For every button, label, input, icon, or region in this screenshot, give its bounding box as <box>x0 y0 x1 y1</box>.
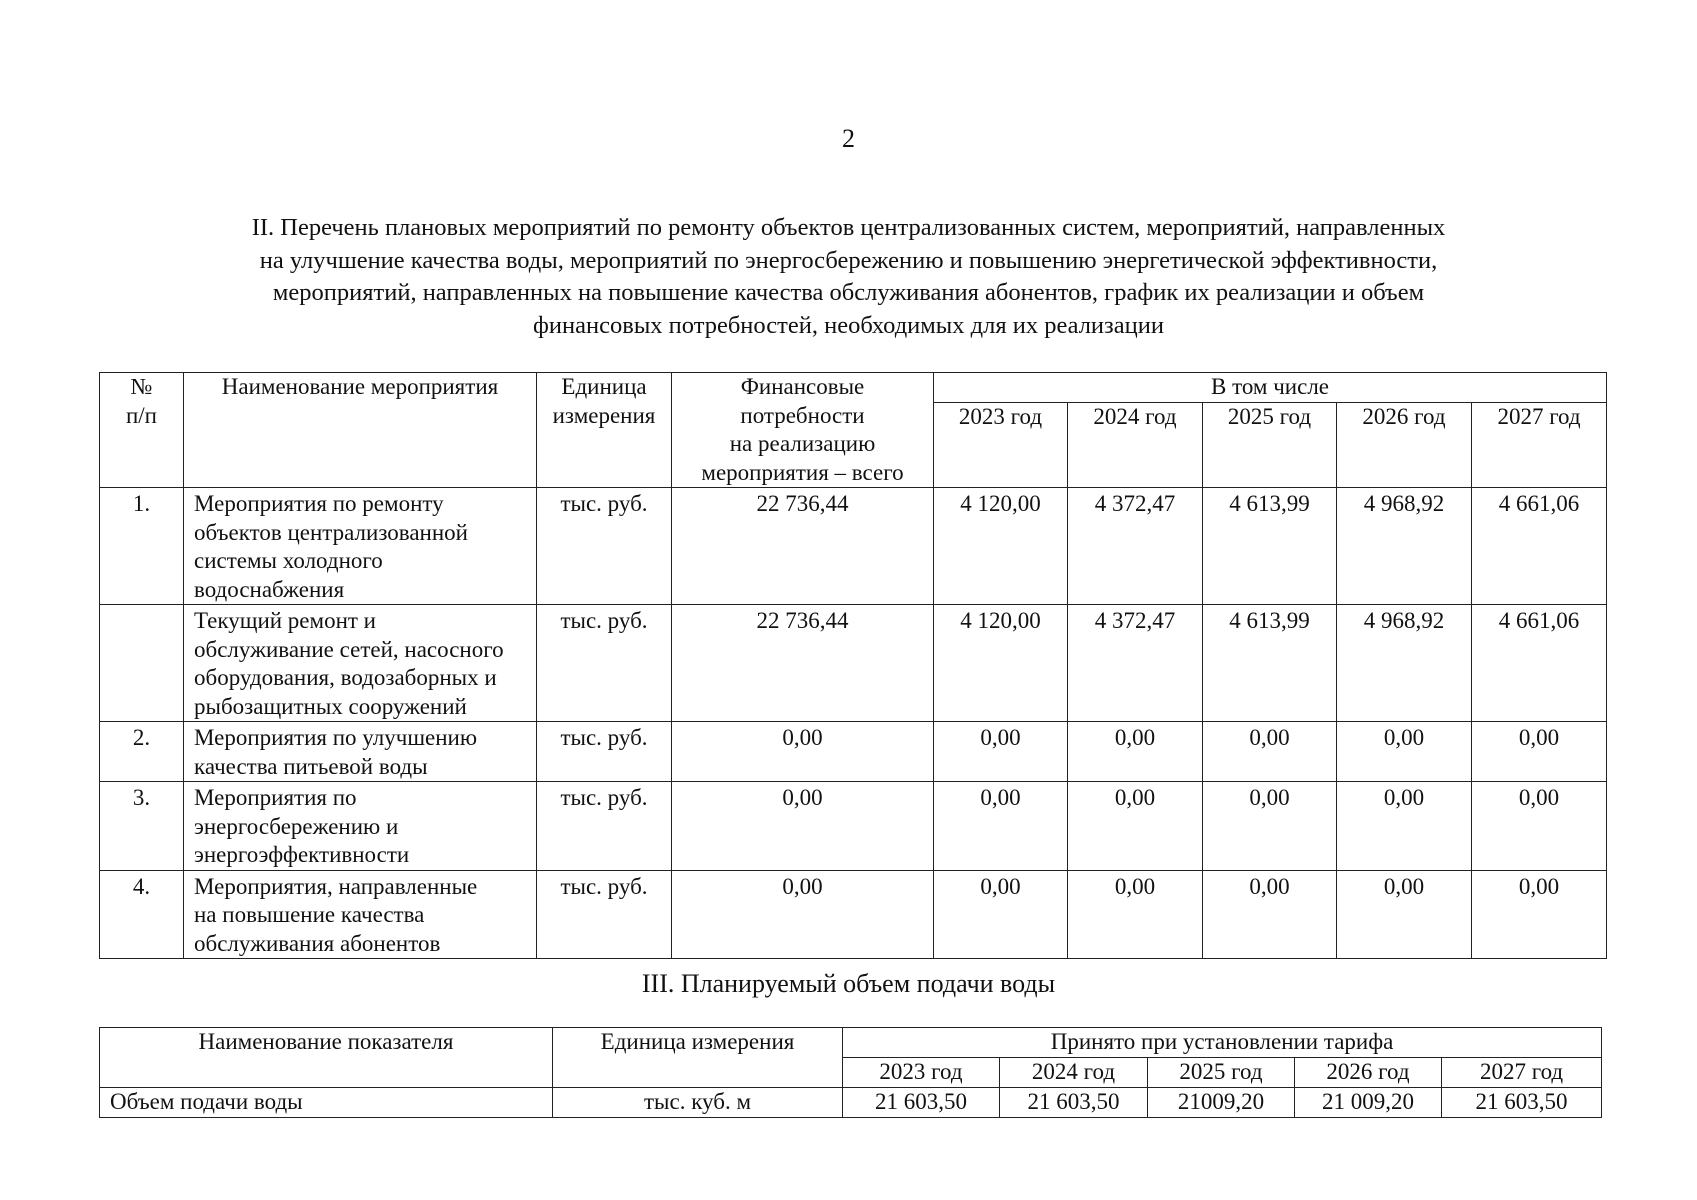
row-name-line: энергосбережению и <box>194 813 399 839</box>
header-name: Наименование мероприятия <box>184 373 537 488</box>
header-year: 2025 год <box>1203 403 1337 488</box>
row-unit: тыс. руб. <box>537 605 672 722</box>
section-2-title-line: финансовых потребностей, необходимых для их реализации <box>533 311 1164 339</box>
header-num-line: № <box>130 374 153 399</box>
row-num <box>100 605 184 722</box>
row-year-value: 0,00 <box>1203 870 1337 959</box>
row-name-line: Мероприятия по <box>194 785 357 810</box>
row-total: 0,00 <box>672 782 934 871</box>
row-year-value: 4 968,92 <box>1337 488 1472 605</box>
row-total: 0,00 <box>672 722 934 782</box>
row-name-line: системы холодного <box>194 548 383 573</box>
table-row <box>100 722 1607 782</box>
row-year-value: 4 968,92 <box>1337 605 1472 722</box>
row-year-value: 0,00 <box>934 870 1068 959</box>
row-name-line: качества питьевой воды <box>194 753 428 779</box>
header-unit <box>537 373 672 488</box>
row-year-value: 4 661,06 <box>1472 605 1607 722</box>
row-unit: тыс. руб. <box>537 722 672 782</box>
header-num-line: п/п <box>125 402 157 428</box>
row-total: 22 736,44 <box>672 488 934 605</box>
header-year: 2023 год <box>843 1058 1000 1088</box>
section-2-title-line: мероприятий, направленных на повышение качества обслуживания абонентов, график их реализации и объем <box>272 279 1425 306</box>
row-name-line: Мероприятия, направленные <box>194 873 478 899</box>
row-year-value: 4 661,06 <box>1472 488 1607 605</box>
row-unit: тыс. руб. <box>537 488 672 605</box>
header-indicator: Наименование показателя <box>100 1028 553 1088</box>
measures-table <box>99 372 1607 959</box>
table-row <box>100 870 1607 959</box>
row-year-value: 21 603,50 <box>843 1088 1000 1118</box>
row-name <box>184 782 537 871</box>
row-unit: тыс. руб. <box>537 870 672 959</box>
row-name <box>184 488 537 605</box>
header-including: В том числе <box>934 373 1607 403</box>
header-unit: Единица измерения <box>553 1028 843 1088</box>
row-unit: тыс. руб. <box>537 782 672 871</box>
row-year-value: 0,00 <box>1472 722 1607 782</box>
row-year-value: 0,00 <box>1203 782 1337 871</box>
row-name-line: Мероприятия по ремонту <box>194 491 444 516</box>
row-year-value: 4 372,47 <box>1068 488 1203 605</box>
row-year-value: 0,00 <box>1472 870 1607 959</box>
header-unit-line: Единица <box>561 374 647 399</box>
table-row <box>100 605 1607 722</box>
row-year-value: 0,00 <box>1068 722 1203 782</box>
row-total: 22 736,44 <box>672 605 934 722</box>
header-financial-line: мероприятия – всего <box>701 459 904 485</box>
header-year: 2025 год <box>1148 1058 1295 1088</box>
row-indicator: Объем подачи воды <box>100 1088 553 1118</box>
row-year-value: 4 372,47 <box>1068 605 1203 722</box>
header-unit-line: измерения <box>552 402 656 428</box>
header-financial <box>672 373 934 488</box>
header-year: 2024 год <box>1000 1058 1148 1088</box>
row-unit: тыс. куб. м <box>553 1088 843 1118</box>
row-name-line: Мероприятия по улучшению <box>194 725 478 750</box>
row-name <box>184 605 537 722</box>
header-financial-line: потребности <box>740 402 865 428</box>
table-row <box>100 782 1607 871</box>
page-number: 2 <box>842 124 855 153</box>
row-year-value: 21 603,50 <box>1442 1088 1602 1118</box>
row-name-line: обслуживание сетей, насосного <box>194 636 504 662</box>
row-total: 0,00 <box>672 870 934 959</box>
row-num: 4. <box>100 870 184 959</box>
water-header-row <box>100 1028 1602 1058</box>
row-year-value: 21 009,20 <box>1295 1088 1442 1118</box>
row-year-value: 4 613,99 <box>1203 488 1337 605</box>
row-year-value: 0,00 <box>1472 782 1607 871</box>
row-name-line: объектов централизованной <box>194 519 468 545</box>
row-year-value: 0,00 <box>1068 782 1203 871</box>
row-name-line: Текущий ремонт и <box>194 608 376 633</box>
row-name-line: водоснабжения <box>194 576 345 602</box>
header-year: 2023 год <box>934 403 1068 488</box>
section-2-title <box>100 212 1597 342</box>
measures-header-row <box>100 373 1607 403</box>
row-name-line: оборудования, водозаборных и <box>194 665 497 690</box>
row-year-value: 0,00 <box>1337 782 1472 871</box>
row-num: 3. <box>100 782 184 871</box>
table-row <box>100 1088 1602 1118</box>
row-year-value: 4 120,00 <box>934 605 1068 722</box>
header-num <box>100 373 184 488</box>
header-year: 2027 год <box>1472 403 1607 488</box>
row-num: 1. <box>100 488 184 605</box>
row-name-line: рыбозащитных сооружений <box>194 693 467 719</box>
row-year-value: 4 120,00 <box>934 488 1068 605</box>
row-name <box>184 722 537 782</box>
section-2-title-line: II. Перечень плановых мероприятий по ремонту объектов централизованных систем, мероприятий, направленных <box>251 214 1446 241</box>
row-year-value: 0,00 <box>1068 870 1203 959</box>
header-year: 2024 год <box>1068 403 1203 488</box>
section-2-title-line: на улучшение качества воды, мероприятий по энергосбережению и повышению энергетической эффективности, <box>259 246 1438 274</box>
row-num: 2. <box>100 722 184 782</box>
header-financial-line: на реализацию <box>729 431 876 456</box>
row-year-value: 4 613,99 <box>1203 605 1337 722</box>
row-year-value: 21 603,50 <box>1000 1088 1148 1118</box>
row-year-value: 0,00 <box>1337 722 1472 782</box>
header-accepted: Принято при установлении тарифа <box>843 1028 1602 1058</box>
row-name-line: на повышение качества <box>194 902 425 927</box>
header-year: 2027 год <box>1442 1058 1602 1088</box>
row-name <box>184 870 537 959</box>
header-year: 2026 год <box>1337 403 1472 488</box>
water-supply-table <box>99 1027 1602 1118</box>
row-year-value: 0,00 <box>934 722 1068 782</box>
section-3-title: III. Планируемый объем подачи воды <box>641 969 1056 998</box>
row-year-value: 0,00 <box>934 782 1068 871</box>
row-year-value: 0,00 <box>1337 870 1472 959</box>
row-name-line: обслуживания абонентов <box>194 930 441 956</box>
header-financial-line: Финансовые <box>740 374 865 399</box>
row-year-value: 0,00 <box>1203 722 1337 782</box>
row-year-value: 21009,20 <box>1148 1088 1295 1118</box>
header-year: 2026 год <box>1295 1058 1442 1088</box>
row-name-line: энергоэффективности <box>194 842 410 867</box>
table-row <box>100 488 1607 605</box>
